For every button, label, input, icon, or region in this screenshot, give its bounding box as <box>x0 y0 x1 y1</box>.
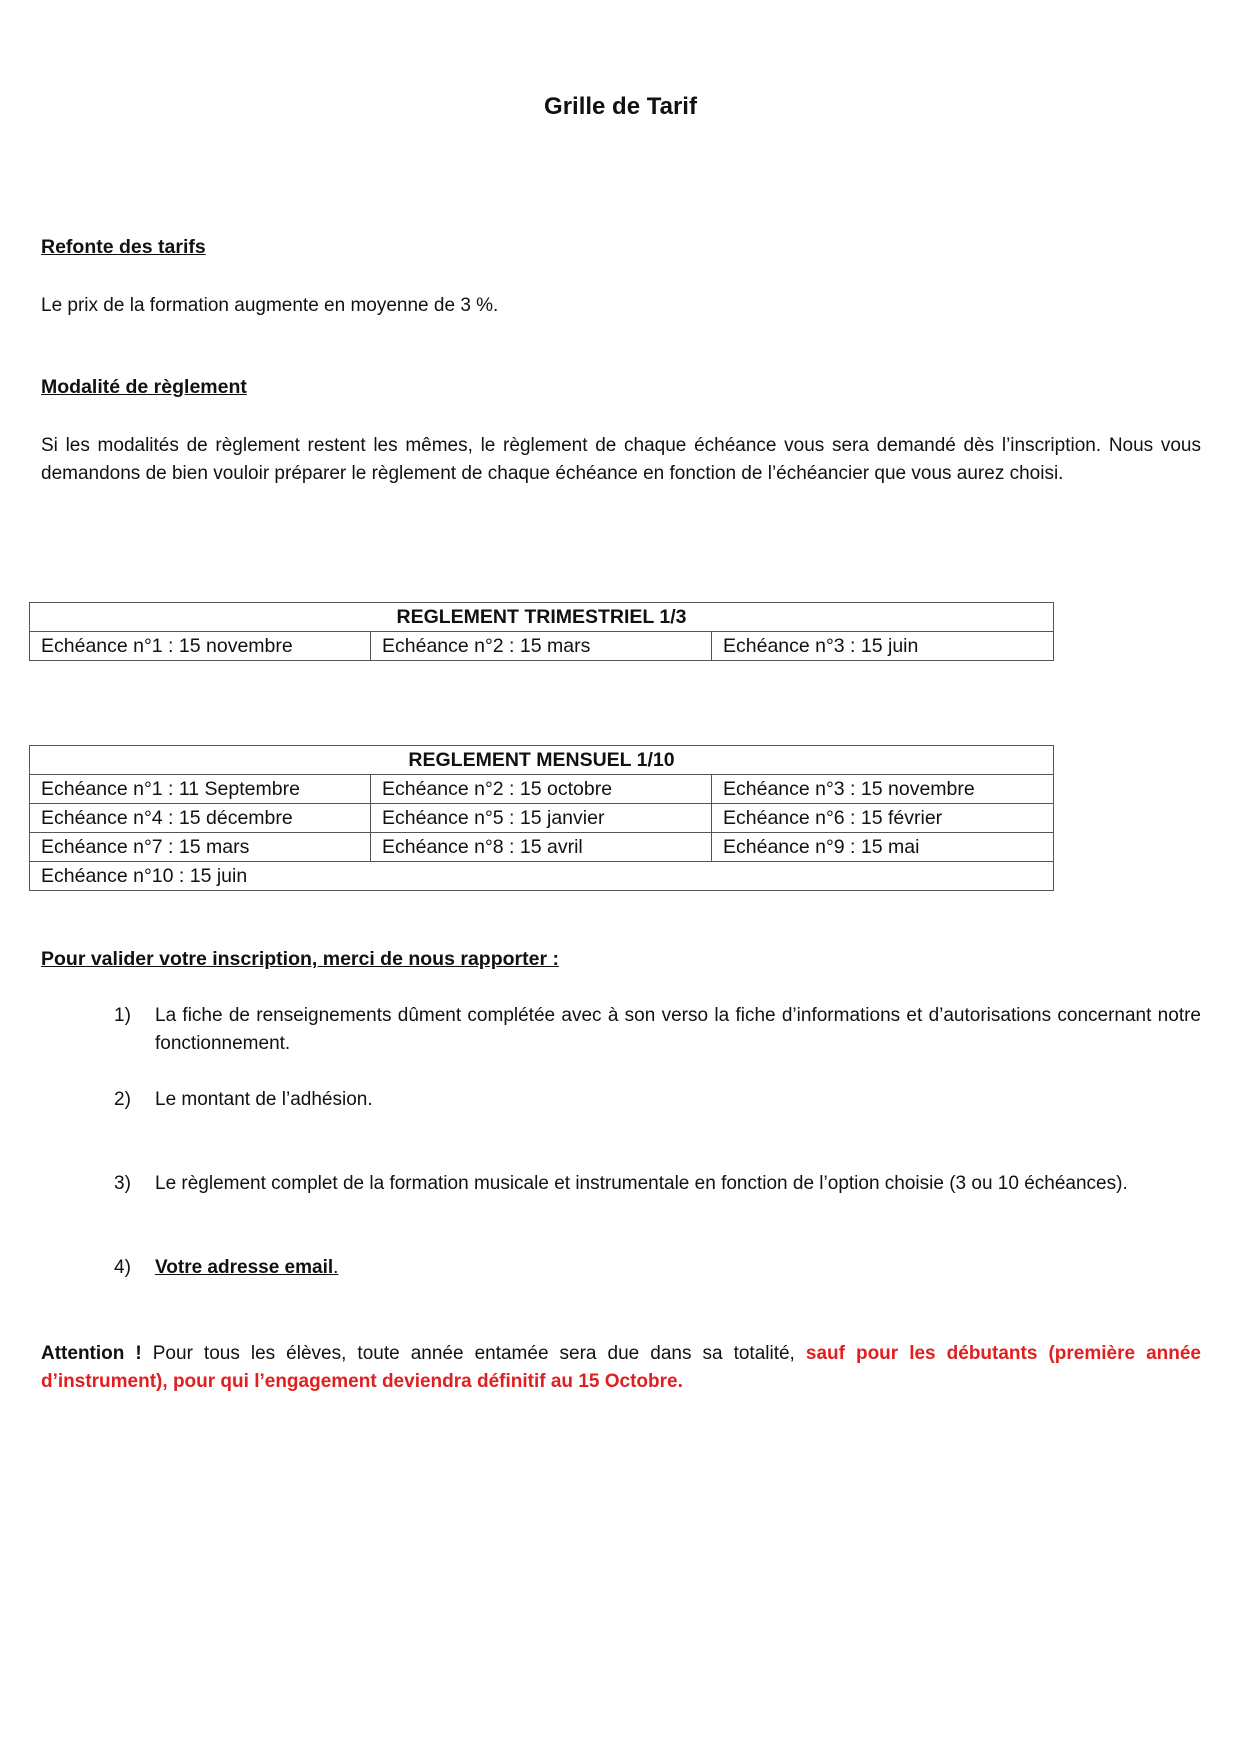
trimestriel-table <box>29 602 1054 661</box>
mensuel-header: REGLEMENT MENSUEL 1/10 <box>30 746 1054 775</box>
table-cell: Echéance n°5 : 15 janvier <box>371 804 712 833</box>
table-cell: Echéance n°2 : 15 mars <box>371 632 712 661</box>
list-item <box>114 1002 1201 1058</box>
page-title: Grille de Tarif <box>544 93 697 120</box>
refonte-text: Le prix de la formation augmente en moyenne de 3 %. <box>41 295 499 316</box>
attention-red-text: sauf pour les débutants (première année d’instrument), pour qui l’engagement deviendra définitif au 15 Octobre. <box>41 1343 1201 1392</box>
list-number: 4) <box>114 1257 131 1278</box>
table-row <box>30 632 1054 661</box>
attention-text: Pour tous les élèves, toute année entamée sera due dans sa totalité, <box>141 1343 806 1364</box>
list-text: Le montant de l’adhésion. <box>155 1089 373 1110</box>
list-item <box>114 1254 1201 1282</box>
refonte-heading: Refonte des tarifs <box>41 236 206 258</box>
table-cell: Echéance n°3 : 15 juin <box>712 632 1054 661</box>
table-row <box>30 833 1054 862</box>
table-cell: Echéance n°1 : 15 novembre <box>30 632 371 661</box>
table-row <box>30 862 1054 891</box>
list-text <box>155 1254 1201 1282</box>
list-item <box>114 1170 1201 1198</box>
table-cell: Echéance n°4 : 15 décembre <box>30 804 371 833</box>
email-suffix: . <box>333 1257 339 1278</box>
mensuel-table <box>29 745 1054 891</box>
table-cell: Echéance n°6 : 15 février <box>712 804 1054 833</box>
table-cell: Echéance n°7 : 15 mars <box>30 833 371 862</box>
list-text: La fiche de renseignements dûment complétée avec à son verso la fiche d’informations et d’autorisations concernant notre fonctionnement. <box>155 1005 1201 1054</box>
table-cell: Echéance n°3 : 15 novembre <box>712 775 1054 804</box>
list-number: 2) <box>114 1089 131 1110</box>
attention-paragraph <box>41 1340 1201 1396</box>
valider-heading: Pour valider votre inscription, merci de nous rapporter : <box>41 948 559 970</box>
table-cell: Echéance n°2 : 15 octobre <box>371 775 712 804</box>
list-item <box>114 1086 1201 1114</box>
list-number: 1) <box>114 1005 131 1026</box>
table-cell: Echéance n°1 : 11 Septembre <box>30 775 371 804</box>
table-cell: Echéance n°8 : 15 avril <box>371 833 712 862</box>
trimestriel-header: REGLEMENT TRIMESTRIEL 1/3 <box>30 603 1054 632</box>
table-row <box>30 775 1054 804</box>
table-row <box>30 804 1054 833</box>
table-cell: Echéance n°10 : 15 juin <box>30 862 1054 891</box>
attention-lead: Attention ! <box>41 1343 142 1364</box>
modalite-text: Si les modalités de règlement restent les mêmes, le règlement de chaque échéance vous sera demandé dès l’inscription. Nous vous demandons de bien vouloir préparer le règlement de chaque échéance en fonction de l’échéancier que vous aurez choisi. <box>41 435 1201 484</box>
table-cell: Echéance n°9 : 15 mai <box>712 833 1054 862</box>
list-text: Le règlement complet de la formation musicale et instrumentale en fonction de l’option choisie (3 ou 10 échéances). <box>155 1173 1128 1194</box>
modalite-heading: Modalité de règlement <box>41 376 247 398</box>
list-number: 3) <box>114 1173 131 1194</box>
email-label: Votre adresse email <box>155 1257 334 1278</box>
